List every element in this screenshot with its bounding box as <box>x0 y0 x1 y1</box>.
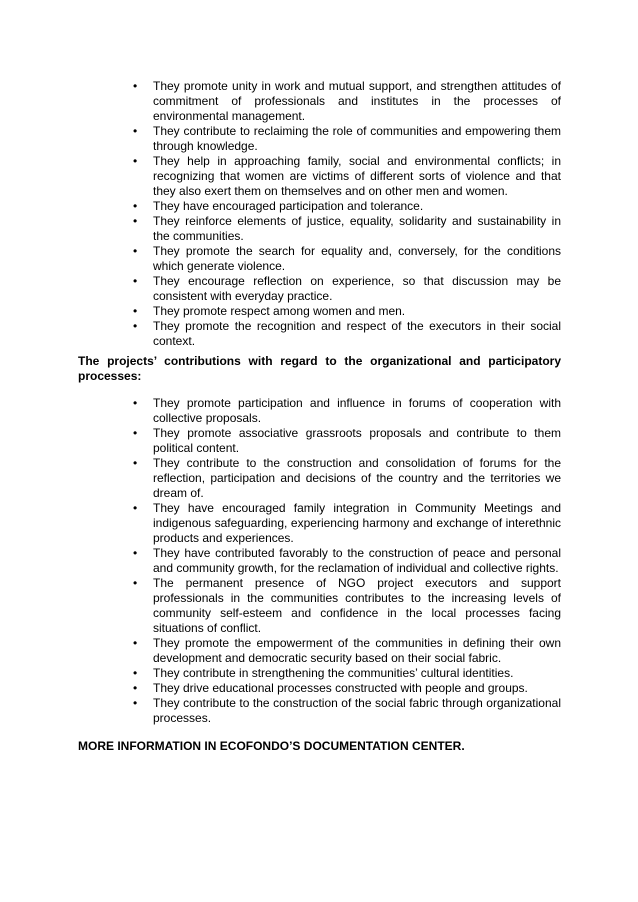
list-item-text: The permanent presence of NGO project executors and support professionals in the communities contributes to the increasing levels of community self-esteem and confidence in the local processes facing situations of conflict. <box>153 576 561 635</box>
list-item <box>130 546 561 576</box>
list-item <box>130 501 561 546</box>
list-item-text: They contribute in strengthening the communities’ cultural identities. <box>153 666 514 680</box>
list-item <box>130 319 561 349</box>
bullet-icon: • <box>133 319 138 333</box>
bullet-icon: • <box>133 124 138 138</box>
section-heading: The projects’ contributions with regard to the organizational and participatory processes: <box>78 354 561 383</box>
list-item-text: They promote the search for equality and, conversely, for the conditions which generate violence. <box>153 244 561 273</box>
list-item-text: They have contributed favorably to the construction of peace and personal and community growth, for the reclamation of individual and collective rights. <box>153 546 561 575</box>
list-item-text: They reinforce elements of justice, equality, solidarity and sustainability in the communities. <box>153 214 561 243</box>
bullet-icon: • <box>133 501 138 515</box>
contributions-list-organizational <box>130 396 561 726</box>
list-item-text: They promote respect among women and men. <box>153 304 406 318</box>
list-item-text: They contribute to the construction and consolidation of forums for the reflection, participation and decisions of the country and the territories we dream of. <box>153 456 561 500</box>
list-item-text: They promote unity in work and mutual support, and strengthen attitudes of commitment of professionals and institutes in the processes of environmental management. <box>153 79 561 123</box>
list-item <box>130 396 561 426</box>
bullet-icon: • <box>133 546 138 560</box>
list-item <box>130 681 561 696</box>
list-item-text: They drive educational processes constructed with people and groups. <box>153 681 528 695</box>
bullet-icon: • <box>133 666 138 680</box>
bullet-icon: • <box>133 244 138 258</box>
bullet-icon: • <box>133 214 138 228</box>
list-item-text: They help in approaching family, social and environmental conflicts; in recognizing that women are victims of different sorts of violence and that they also exert them on themselves and on other men and women. <box>153 154 561 198</box>
list-item <box>130 214 561 244</box>
documentation-center-note: MORE INFORMATION IN ECOFONDO’S DOCUMENTATION CENTER. <box>78 739 465 753</box>
bullet-icon: • <box>133 79 138 93</box>
list-item-text: They encourage reflection on experience, so that discussion may be consistent with everyday practice. <box>153 274 561 303</box>
list-item <box>130 274 561 304</box>
list-item-text: They have encouraged participation and tolerance. <box>153 199 424 213</box>
list-item <box>130 79 561 124</box>
bullet-icon: • <box>133 199 138 213</box>
bullet-icon: • <box>133 576 138 590</box>
list-item <box>130 666 561 681</box>
bullet-icon: • <box>133 304 138 318</box>
list-item-text: They promote the empowerment of the communities in defining their own development and democratic security based on their social fabric. <box>153 636 561 665</box>
list-item <box>130 636 561 666</box>
bullet-icon: • <box>133 274 138 288</box>
list-item-text: They contribute to reclaiming the role of communities and empowering them through knowledge. <box>153 124 561 153</box>
list-item <box>130 124 561 154</box>
list-item <box>130 244 561 274</box>
list-item <box>130 576 561 636</box>
list-item <box>130 199 561 214</box>
list-item <box>130 426 561 456</box>
list-item-text: They have encouraged family integration in Community Meetings and indigenous safeguarding, experiencing harmony and exchange of interethnic products and experiences. <box>153 501 561 545</box>
bullet-icon: • <box>133 456 138 470</box>
list-item-text: They contribute to the construction of the social fabric through organizational processes. <box>153 696 561 725</box>
list-item <box>130 304 561 319</box>
list-item <box>130 154 561 199</box>
list-item <box>130 456 561 501</box>
bullet-icon: • <box>133 396 138 410</box>
bullet-icon: • <box>133 636 138 650</box>
contributions-list-social <box>130 79 561 349</box>
list-item-text: They promote associative grassroots proposals and contribute to them political content. <box>153 426 561 455</box>
list-item <box>130 696 561 726</box>
list-item-text: They promote the recognition and respect of the executors in their social context. <box>153 319 561 348</box>
bullet-icon: • <box>133 681 138 695</box>
bullet-icon: • <box>133 154 138 168</box>
list-item-text: They promote participation and influence in forums of cooperation with collective proposals. <box>153 396 561 425</box>
bullet-icon: • <box>133 426 138 440</box>
bullet-icon: • <box>133 696 138 710</box>
